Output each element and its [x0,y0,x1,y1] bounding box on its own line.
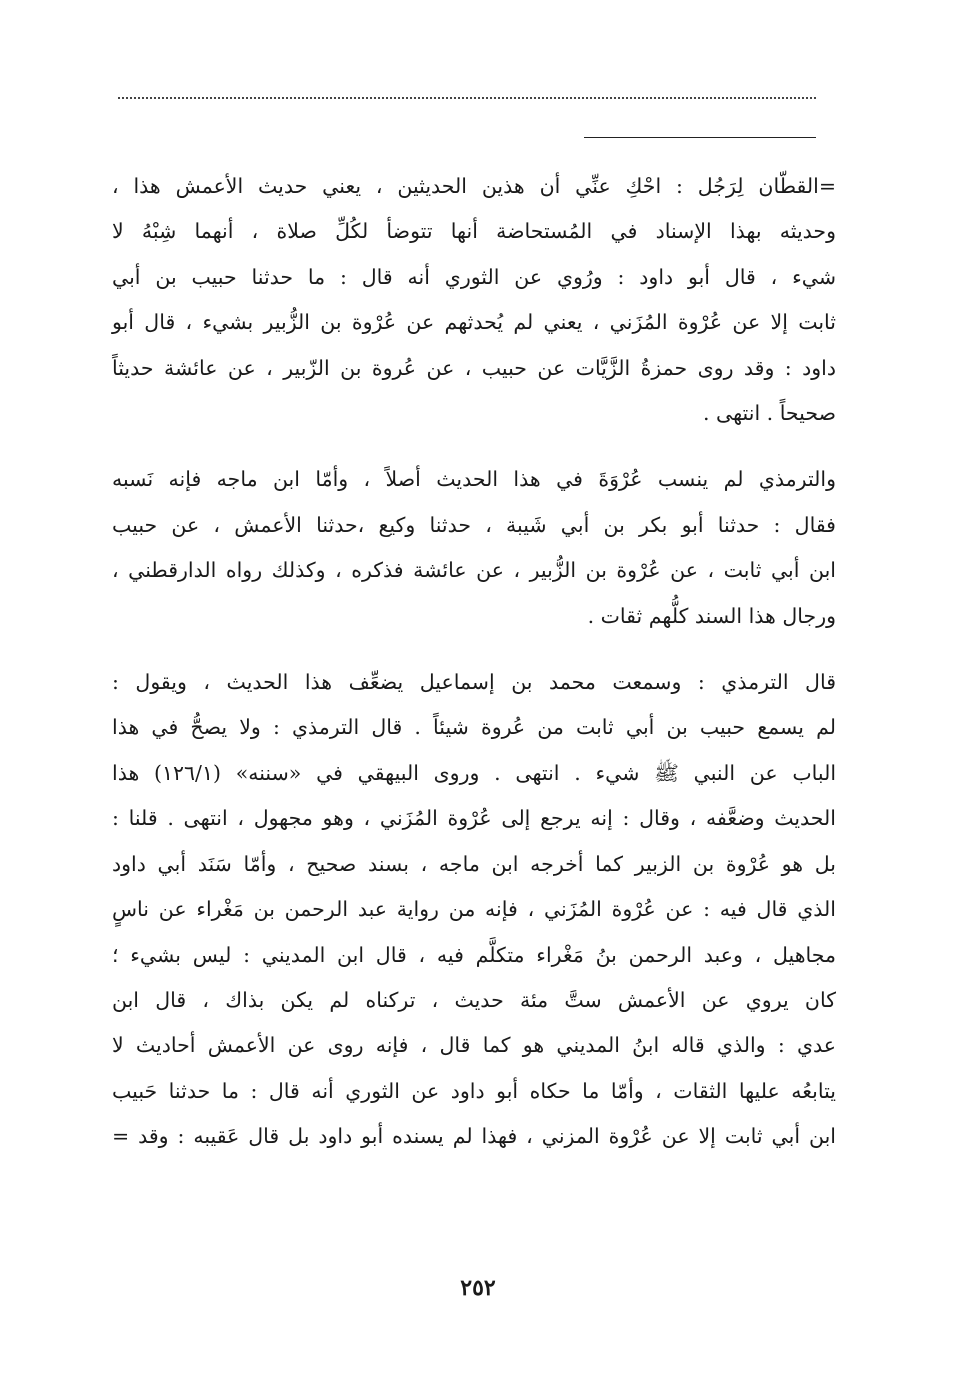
page-body [112,164,836,1160]
header-dotted-rule [118,97,816,99]
text-line: ثابت إلا عن عُرْوة المُزَني ، يعني لم يُحدثهم عن عُرْوة بن الزُّبير بشيء ، قال أبو [112,310,836,335]
page-number: ٢٥٢ [460,1275,496,1301]
paragraph-3 [112,660,836,1159]
text-line: قال الترمذي : وسمعت محمد بن إسماعيل يضعِّف هذا الحديث ، ويقول : [112,670,836,695]
text-line: صحيحاً . انتهى . [702,401,836,426]
text-line: داود : وقد روى حمزةُ الزَّيَّات عن حبيب ، عن عُروة بن الزّبير ، عن عائشة حديثاً [112,355,836,380]
footnote-separator-rule [584,137,816,138]
text-line: ابن أبي ثابت ، عن عُرْوة بن الزُّبير ، عن عائشة فذكره ، وكذلك رواه الدارقطني ، [112,558,836,583]
text-line: الذي قال فيه : عن عُرْوة المُزَني ، فإنه من رواية عبد الرحمن بن مَغْراء عن ناسٍ [112,897,836,922]
text-line: الحديث وضعَّفه ، وقال : إنه يرجع إلى عُرْوة المُزَني ، وهو مجهول ، انتهى . قلنا : [112,806,836,831]
text-line: وحديثه بهذا الإسناد في المُستحاضة أنها تتوضأ لكُلِّ صلاة ، أنهما شِبْهُ لا [112,219,836,244]
text-line: لم يسمع حبيب بن أبي ثابت من عُروة شيئاً . قال الترمذي : ولا يصحُّ في هذا [112,715,836,740]
text-line: والترمذي لم ينسب عُرْوَةَ في هذا الحديث أصلاً ، وأمّا ابن ماجه فإنه نَسبه [112,467,836,492]
paragraph-1 [112,164,836,436]
text-line: عدي : والذي قاله ابنُ المديني هو كما قال ، فإنه روى عن الأعمش أحاديث لا [112,1033,836,1058]
text-line: كان يروي عن الأعمش ستَّ مئة حديث ، تركناه لم يكن بذاك ، قال ابن [112,987,836,1012]
text-line: شيء ، قال أبو داود : ورُوي عن الثوري أنه قال : ما حدثنا حبيب بن أبي [112,264,836,289]
text-line: يتابعُه عليها الثقات ، وأمّا ما حكاه أبو داود عن الثوري أنه قال : ما حدثنا حَبيب [112,1078,836,1103]
text-line: الباب عن النبي ﷺ شيء . انتهى . وروى البيهقي في «سننه» (١٢٦/١) هذا [112,760,837,785]
text-line: ابن أبي ثابت إلا عن عُرْوة المزني ، فهذا لم يسنده أبو داود بل قال عَقيبه : وقد = [112,1124,836,1149]
text-line: =القطّان لِرَجُل : احْكِ عنِّي أن هذين الحديثين ، يعني حديث الأعمش هذا ، [112,174,836,198]
text-line: ورجال هذا السند كلُّهم ثقات . [587,603,836,628]
text-line: فقال : حدثنا أبو بكر بن أبي شَيبة ، حدثنا وكيع ،حدثنا الأعمش ، عن حبيب [112,512,836,537]
paragraph-2 [112,457,836,639]
text-line: بل هو عُرْوة بن الزبير كما أخرجه ابن ماجه ، بسند صحيح ، وأمّا سَنَد أبي داود [112,851,836,876]
text-line: مجاهيل ، وعبد الرحمن بنُ مَغْراء متكلَّم فيه ، قال ابن المديني : ليس بشيء ؛ [112,942,836,967]
